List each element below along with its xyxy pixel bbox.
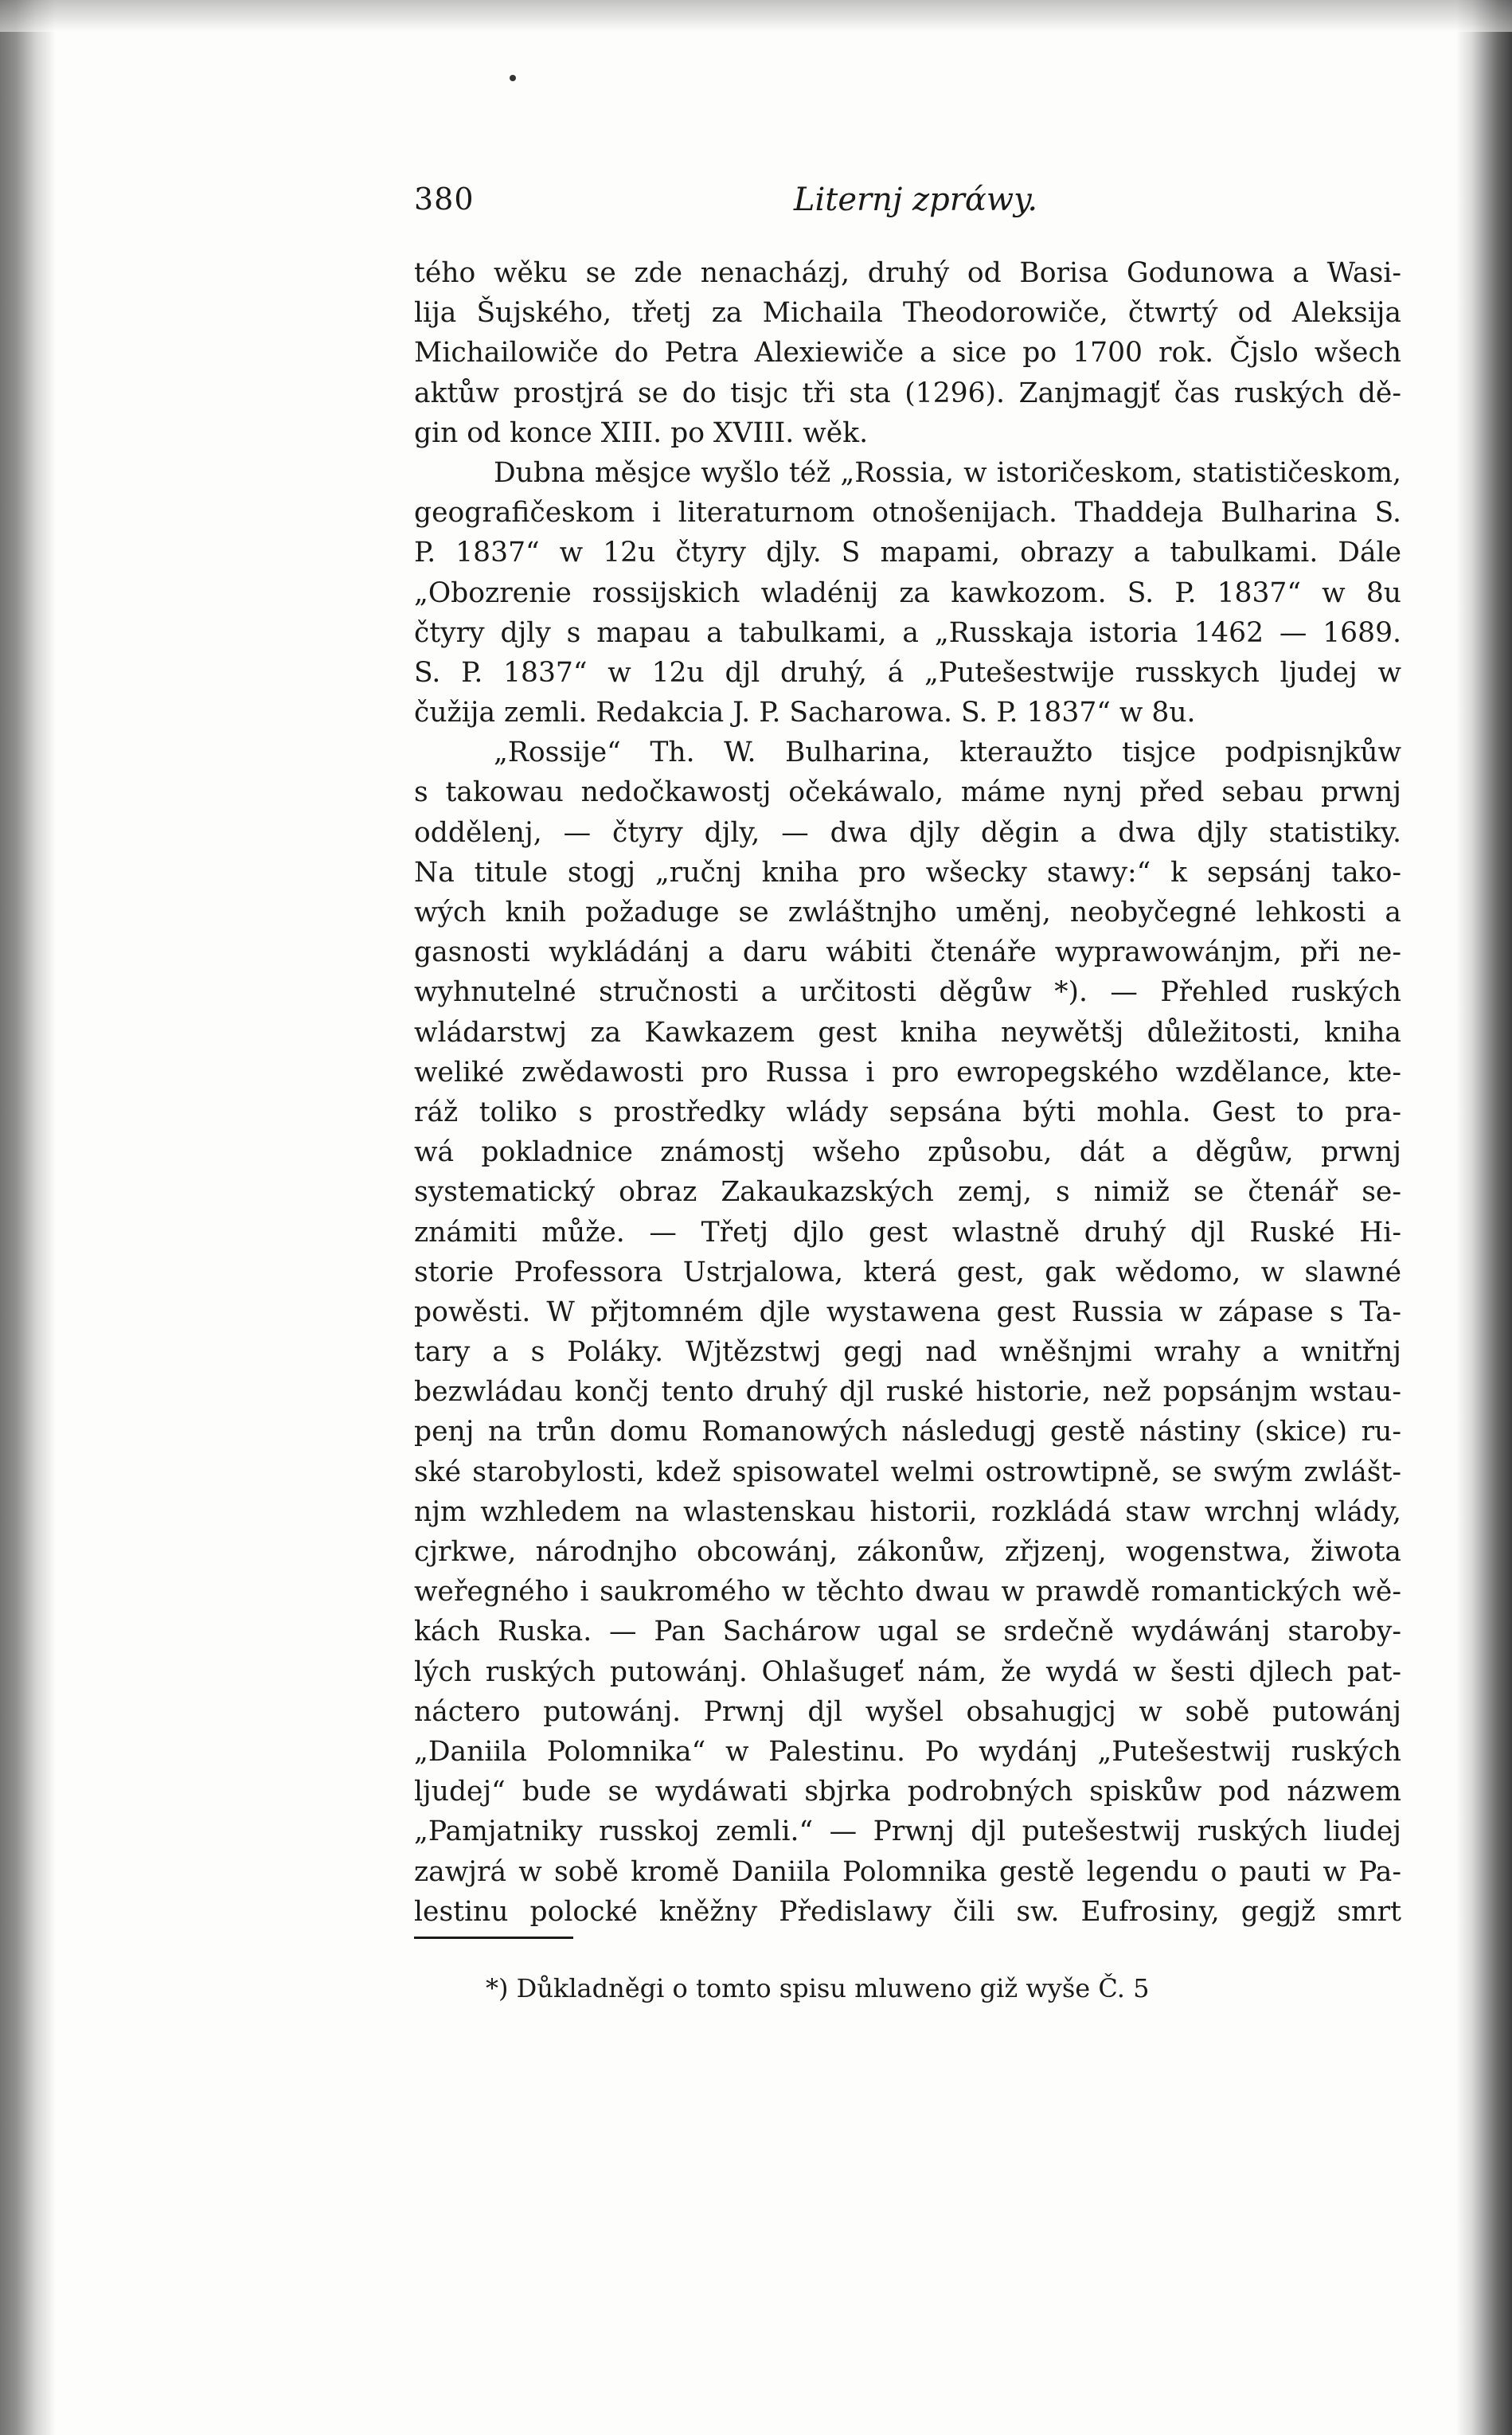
footnote: *) Důkladněgi o tomto spisu mluweno giž wyše Č. 5 bbox=[486, 1973, 1150, 2003]
text-line: weřegného i saukromého w těchto dwau w prawdě romantických wě- bbox=[414, 1576, 1401, 1608]
text-line: bezwládau končj tento druhý djl ruské historie, než popsánjm wstau- bbox=[414, 1376, 1401, 1409]
text-line: náctero putowánj. Prwnj djl wyšel obsahugjcj w sobě putowánj bbox=[414, 1695, 1401, 1728]
text-line: P. 1837“ w 12u čtyry djly. S mapami, obrazy a tabulkami. Dále bbox=[414, 537, 1401, 569]
text-line: lija Šujského, třetj za Michaila Theodorowiče, čtwrtý od Aleksija bbox=[414, 297, 1401, 330]
text-line: „Rossije“ Th. W. Bulharina, kteraužto tisjce podpisnjkůw bbox=[494, 737, 1401, 769]
text-line: S. P. 1837“ w 12u djl druhý, á „Putešestwije russkych ljudej w bbox=[414, 656, 1401, 689]
text-line: ské starobylosti, kdež spisowatel welmi ostrowtipně, se swým zwlášt- bbox=[414, 1456, 1401, 1488]
text-line: známiti může. — Třetj djlo gest wlastně druhý djl Ruské Hi- bbox=[414, 1216, 1401, 1249]
text-line: Michailowiče do Petra Alexiewiče a sice po 1700 rok. Čjslo wšech bbox=[414, 337, 1401, 369]
text-line: tary a s Poláky. Wjtězstwj gegj nad wněšnjmi wrahy a wnitřnj bbox=[414, 1336, 1401, 1369]
scan-edge-top bbox=[0, 0, 1512, 32]
text-line: penj na trůn domu Romanowých následugj gestě nástiny (skice) ru- bbox=[414, 1416, 1401, 1448]
text-line: aktůw prostjrá se do tisjc tři sta (1296). Zanjmagjť čas ruských dě- bbox=[414, 377, 1401, 409]
text-line: ráž toliko s prostředky wlády sepsána býti mohla. Gest to pra- bbox=[414, 1096, 1401, 1128]
text-line: ljudej“ bude se wydáwati sbjrka podrobných spiskůw pod názwem bbox=[414, 1776, 1401, 1808]
text-line: s takowau nedočkawostj očekáwalo, máme nynj před sebau prwnj bbox=[414, 776, 1401, 809]
running-title: Liternj zprάwy. bbox=[793, 182, 1038, 218]
text-line: powěsti. W přjtomném djle wystawena gest Russia w zápase s Ta- bbox=[414, 1296, 1401, 1328]
page-number: 380 bbox=[414, 182, 475, 217]
text-line: systematický obraz Zakaukazských zemj, s nimiž se čtenář se- bbox=[414, 1176, 1401, 1209]
scan-edge-right bbox=[1456, 0, 1512, 2435]
text-line: lestinu polocké kněžny Předislawy čili sw. Eufrosiny, gegjž smrt bbox=[414, 1895, 1401, 1928]
text-line: Na titule stogj „ručnj kniha pro wšecky stawy:“ k sepsánj tako- bbox=[414, 856, 1401, 889]
text-line: zawjrá w sobě kromě Daniila Polomnika gestě legendu o pauti w Pa- bbox=[414, 1855, 1401, 1888]
body-text bbox=[414, 253, 1401, 1932]
footnote-rule bbox=[414, 1937, 573, 1939]
text-line: weliké zwědawosti pro Russa i pro ewropegského wzdělance, kte- bbox=[414, 1056, 1401, 1089]
text-line: tého wěku se zde nenacházj, druhý od Borisa Godunowa a Wasi- bbox=[414, 257, 1401, 289]
text-line: geografičeskom i literaturnom otnošenijach. Thaddeja Bulharina S. bbox=[414, 497, 1401, 530]
text-line: oddělenj, — čtyry djly, — dwa djly děgin a dwa djly statistiky. bbox=[414, 816, 1401, 849]
text-line: lých ruských putowánj. Ohlašugeť nám, že wydá w šesti djlech pat- bbox=[414, 1655, 1401, 1688]
text-line: „Daniila Polomnika“ w Palestinu. Po wydánj „Putešestwij ruských bbox=[414, 1735, 1401, 1768]
text-line: cjrkwe, národnjho obcowánj, zákonůw, zřjzenj, wogenstwa, žiwota bbox=[414, 1536, 1401, 1568]
text-line: storie Professora Ustrjalowa, která gest, gak wědomo, w slawné bbox=[414, 1256, 1401, 1288]
text-line: gin od konce XIII. po XVIII. wěk. bbox=[414, 416, 869, 449]
text-line: njm wzhledem na wlastenskau historii, rozkládá staw wrchnj wlády, bbox=[414, 1495, 1401, 1528]
text-line: wyhnutelné stručnosti a určitosti děgůw *). — Přehled ruských bbox=[414, 976, 1401, 1009]
scan-edge-left bbox=[0, 0, 56, 2435]
text-line: Dubna měsjce wyšlo též „Rossia, w istoričeskom, statističeskom, bbox=[494, 456, 1401, 489]
text-line: čtyry djly s mapau a tabulkami, a „Russkaja istoria 1462 — 1689. bbox=[414, 616, 1401, 649]
text-line: gasnosti wykládánj a daru wábiti čtenáře wyprawowánjm, při ne- bbox=[414, 936, 1401, 969]
text-line: čužija zemli. Redakcia J. P. Sacharowa. S. P. 1837“ w 8u. bbox=[414, 697, 1196, 729]
text-line: „Obozrenie rossijskich wladénij za kawkozom. S. P. 1837“ w 8u bbox=[414, 577, 1401, 609]
text-line: wládarstwj za Kawkazem gest kniha neywětšj důležitosti, kniha bbox=[414, 1016, 1401, 1049]
page-header bbox=[414, 182, 1417, 229]
text-line: wých knih požaduge se zwláštnjho uměnj, neobyčegné lehkosti a bbox=[414, 897, 1401, 928]
text-line: kách Ruska. — Pan Sachárow ugal se srdečně wydáwánj staroby- bbox=[414, 1616, 1401, 1648]
text-line: wá pokladnice známostj wšeho způsobu, dát a děgůw, prwnj bbox=[414, 1136, 1401, 1169]
text-line: „Pamjatniky russkoj zemli.“ — Prwnj djl putešestwij ruských liudej bbox=[414, 1816, 1401, 1848]
scan-speck bbox=[510, 75, 516, 81]
